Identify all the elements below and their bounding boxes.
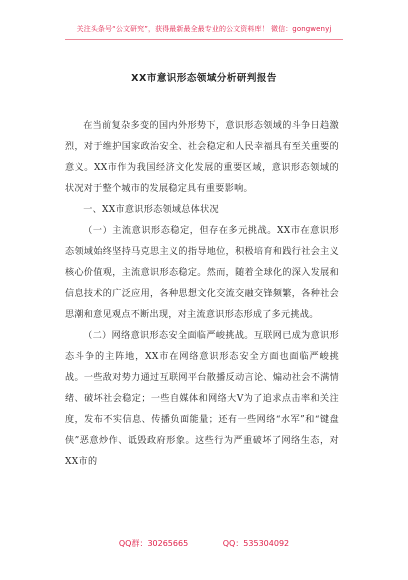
header-divider — [65, 39, 343, 40]
document-title: XX市意识形态领域分析研判报告 — [131, 73, 277, 84]
body-paragraph: （一）主流意识形态稳定，但存在多元挑战。XX市在意识形态领域始终坚持马克思主义的指导地位，积极培育和践行社会主义核心价值观，主流意识形态稳定。然而，随着全球化的深入发展和信息技术的广泛应用，各种思想文化交流交融交锋频繁，各种社会思潮和意见观点不断出现，对主流意识形态形成了多元挑战。 — [65, 226, 339, 320]
footer-qq-group: QQ群：30265665 — [118, 539, 189, 548]
section-heading: 一、XX市意识形态领域总体状况 — [83, 205, 219, 215]
footer-qq-number: QQ：535304092 — [222, 539, 290, 548]
body-paragraph: （二）网络意识形态安全面临严峻挑战。互联网已成为意识形态斗争的主阵地，XX市在网络意识形态安全方面也面临严峻挑战。一些敌对势力通过互联网平台散播反动言论、煽动社会不满情绪、破坏社会稳定；一些自媒体和网络大V为了追求点击率和关注度，发布不实信息、传播负面能量；还有一些网络“水军”和“键盘侠”恶意炒作、诋毁政府形象。这些行为严重破坏了网络生态，对XX市的 — [65, 331, 339, 467]
header-promo-note: 关注头条号“公文研究”，获得最新最全最专业的公文资料库！ 微信：gongwenyj — [76, 25, 332, 33]
intro-paragraph: 在当前复杂多变的国内外形势下，意识形态领域的斗争日趋激烈，对于维护国家政治安全、社会稳定和人民幸福具有至关重要的意义。XX市作为我国经济文化发展的重要区域，意识形态领域的状况对于整个城市的发展稳定具有重要影响。 — [65, 121, 339, 194]
document-body — [65, 116, 339, 473]
footer-contact — [0, 538, 408, 549]
